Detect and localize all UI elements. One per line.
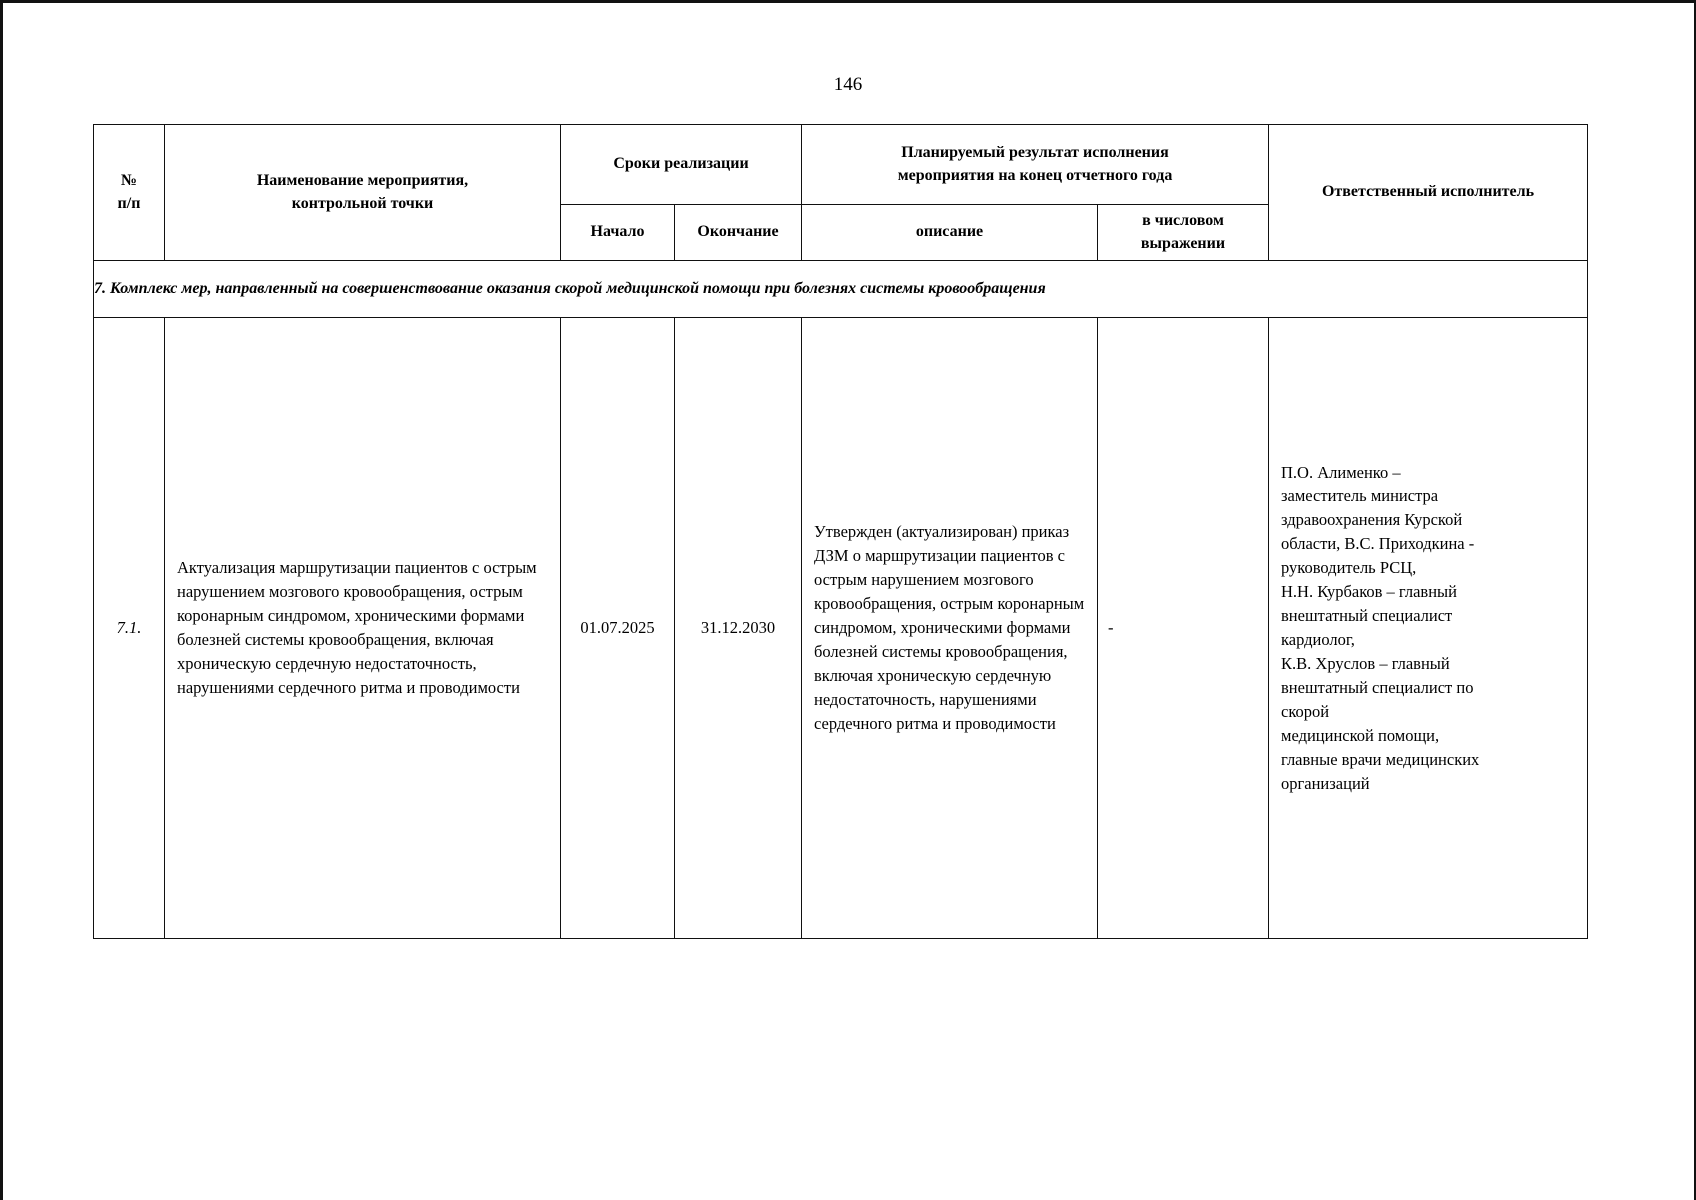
row-responsible: П.О. Алименко – заместитель министра здравоохранения Курской области, В.С. Приходкина - руководитель РСЦ, Н.Н. Курбаков – главный внештатный специалист кардиолог, К.В. Хруслов – главный внештатный специалист по скорой медицинской помощи, главные врачи медицинских организаций [1269,318,1588,939]
header-numeric: в числовом выражении [1098,205,1269,261]
row-end-date: 31.12.2030 [675,318,802,939]
header-description: описание [802,205,1098,261]
row-num: 7.1. [94,318,165,939]
row-numeric: - [1098,318,1269,939]
header-row-1 [94,125,1588,205]
header-num: № п/п [94,125,165,261]
header-end: Окончание [675,205,802,261]
scan-border-left [0,0,3,1200]
header-responsible: Ответственный исполнитель [1269,125,1588,261]
scan-border-top [0,0,1696,3]
section-row [94,261,1588,318]
table-row [94,318,1588,939]
row-description: Утвержден (актуализирован) приказ ДЗМ о маршрутизации пациентов с острым нарушением мозгового кровообращения, острым коронарным синдромом, хроническими формами болезней системы кровообращения, включая хроническую сердечную недостаточность, нарушениями сердечного ритма и проводимости [802,318,1098,939]
header-period: Сроки реализации [561,125,802,205]
section-title: 7. Комплекс мер, направленный на совершенствование оказания скорой медицинской помощи при болезнях системы кровообращения [94,261,1588,318]
header-name: Наименование мероприятия, контрольной точки [165,125,561,261]
row-name: Актуализация маршрутизации пациентов с острым нарушением мозгового кровообращения, острым коронарным синдромом, хроническими формами болезней системы кровообращения, включая хроническую сердечную недостаточность, нарушениями сердечного ритма и проводимости [165,318,561,939]
header-start: Начало [561,205,675,261]
page-number: 146 [833,74,863,95]
row-start-date: 01.07.2025 [561,318,675,939]
header-result: Планируемый результат исполнения мероприятия на конец отчетного года [802,125,1269,205]
activities-table [93,124,1588,939]
